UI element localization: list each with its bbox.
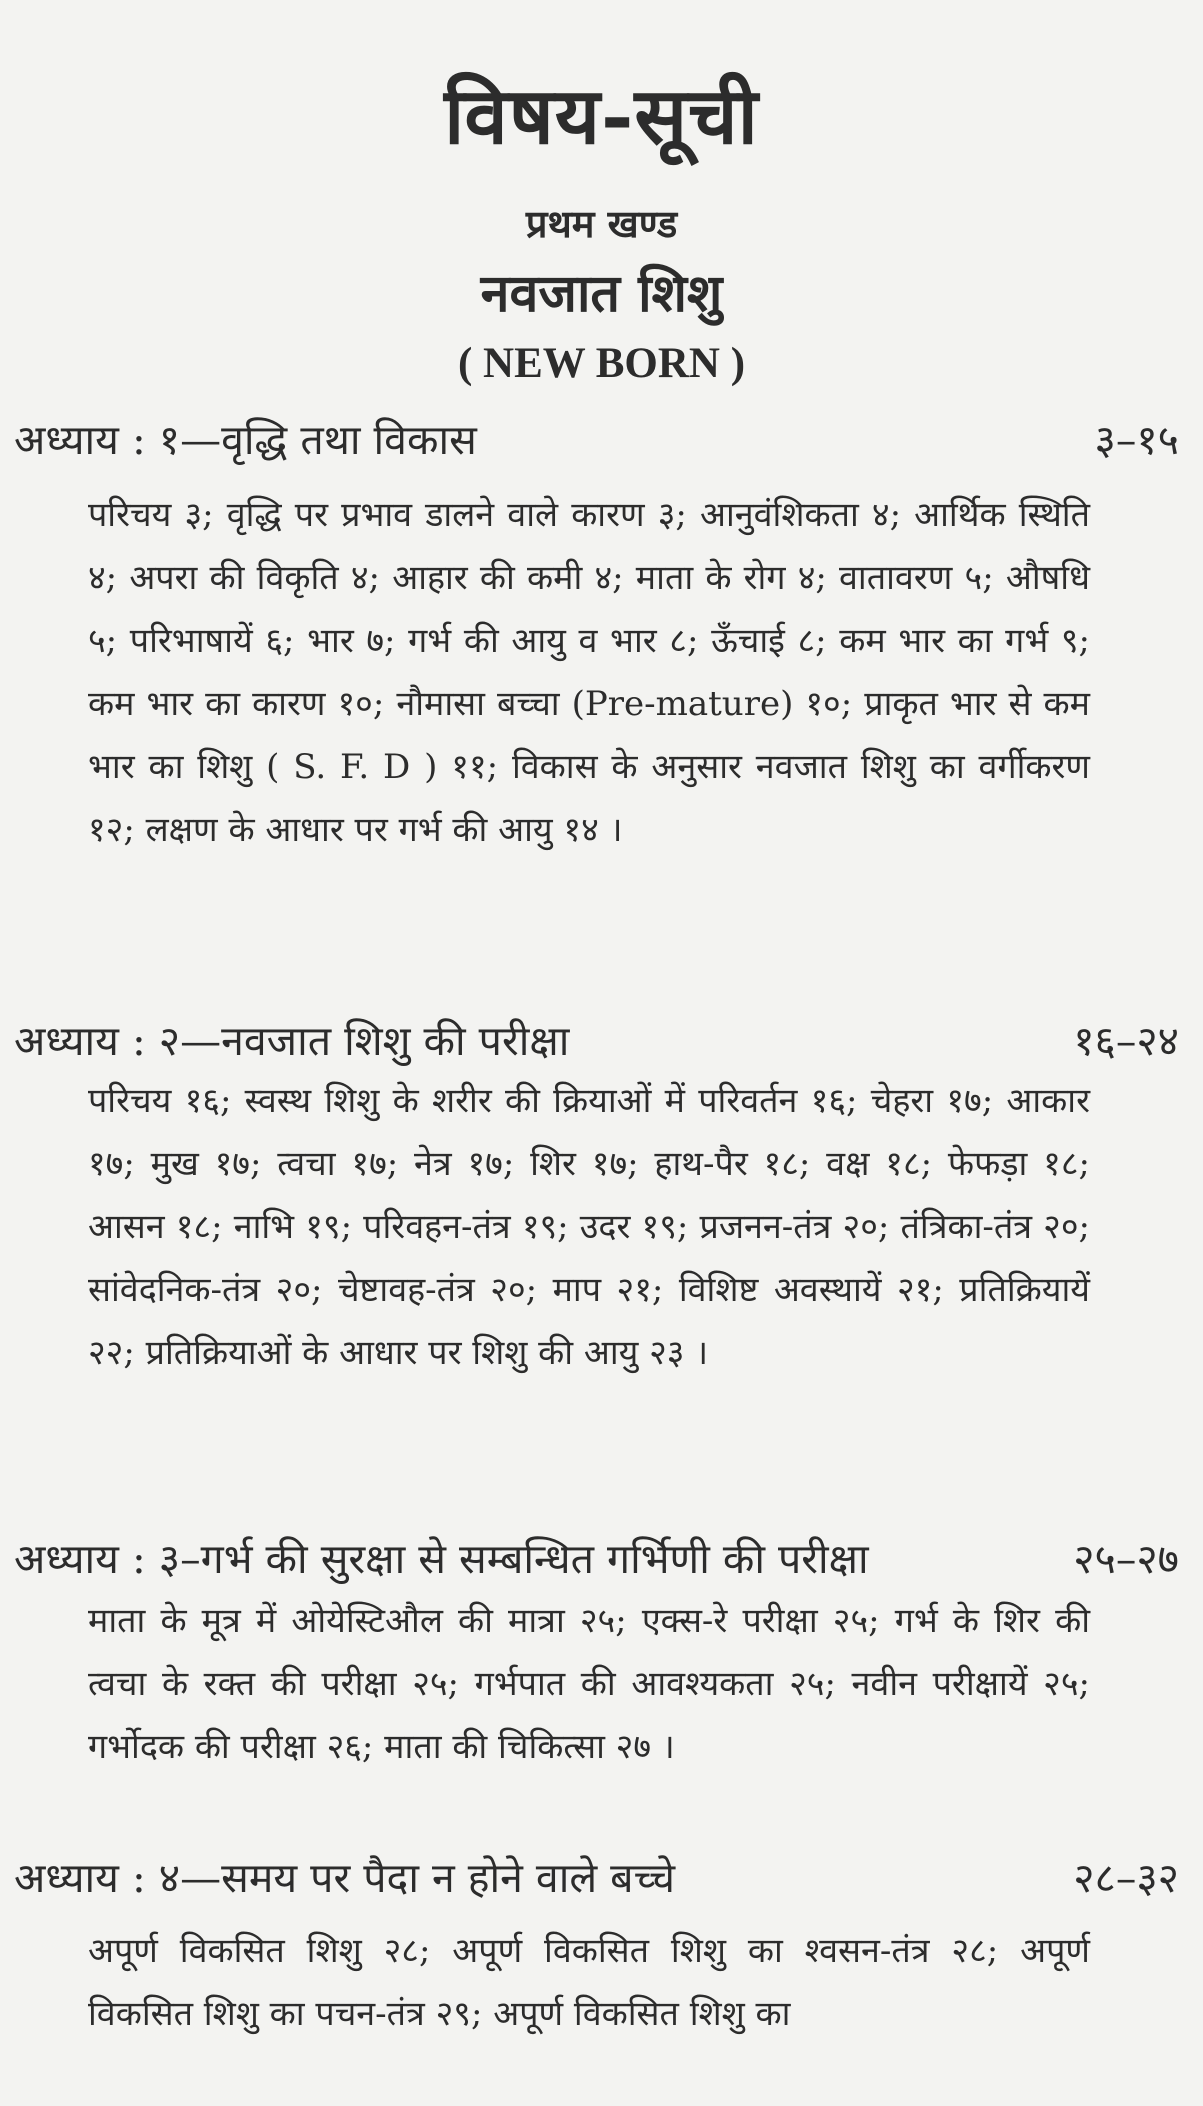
chapter-1-heading bbox=[14, 414, 1179, 466]
page-title: विषय-सूची bbox=[444, 71, 759, 162]
section-title-english: ( NEW BORN ) bbox=[457, 340, 746, 387]
chapter-2-heading bbox=[14, 1015, 1179, 1067]
part-label: प्रथम खण्ड bbox=[525, 201, 678, 246]
chapter-2-title: अध्याय : २—नवजात शिशु की परीक्षा bbox=[14, 1017, 570, 1065]
chapter-3-title: अध्याय : ३–गर्भ की सुरक्षा से सम्बन्धित गर्भिणी की परीक्षा bbox=[14, 1535, 869, 1583]
chapter-1-contents: परिचय ३; वृद्धि पर प्रभाव डालने वाले कारण ३; आनुवंशिकता ४; आर्थिक स्थिति ४; अपरा की विकृति ४; आहार की कमी ४; माता के रोग ४; वातावरण ५; औषधि ५; परिभाषायें ६; भार ७; गर्भ की आयु व भार ८; ऊँचाई ८; कम भार का गर्भ ९; कम भार का कारण १०; नौमासा बच्चा (Pre-mature) १०; प्राकृत भार से कम भार का शिशु ( S. F. D ) ११; विकास के अनुसार नवजात शिशु का वर्गीकरण १२; लक्षण के आधार पर गर्भ की आयु १४ । bbox=[88, 495, 1090, 850]
chapter-4-title: अध्याय : ४—समय पर पैदा न होने वाले बच्चे bbox=[14, 1854, 676, 1902]
chapter-4-heading bbox=[14, 1852, 1179, 1904]
chapter-3-page-range: २५–२७ bbox=[1073, 1535, 1179, 1583]
chapter-1-page-range: ३–१५ bbox=[1094, 416, 1179, 464]
chapter-3-heading bbox=[14, 1533, 1179, 1585]
chapter-2-contents: परिचय १६; स्वस्थ शिशु के शरीर की क्रियाओं में परिवर्तन १६; चेहरा १७; आकार १७; मुख १७; त्वचा १७; नेत्र १७; शिर १७; हाथ-पैर १८; वक्ष १८; फेफड़ा १८; आसन १८; नाभि १९; परिवहन-तंत्र १९; उदर १९; प्रजनन-तंत्र २०; तंत्रिका-तंत्र २०; सांवेदनिक-तंत्र २०; चेष्टावह-तंत्र २०; माप २१; विशिष्ट अवस्थायें २१; प्रतिक्रियायें २२; प्रतिक्रियाओं के आधार पर शिशु की आयु २३ । bbox=[88, 1081, 1090, 1373]
chapter-4-contents: अपूर्ण विकसित शिशु २८; अपूर्ण विकसित शिशु का श्वसन-तंत्र २८; अपूर्ण विकसित शिशु का पचन-तंत्र २९; अपूर्ण विकसित शिशु का bbox=[88, 1931, 1090, 2034]
chapter-1-title: अध्याय : १—वृद्धि तथा विकास bbox=[14, 416, 477, 464]
chapter-3-contents: माता के मूत्र में ओयेस्टिऔल की मात्रा २५; एक्स-रे परीक्षा २५; गर्भ के शिर की त्वचा के रक्त की परीक्षा २५; गर्भपात की आवश्यकता २५; नवीन परीक्षायें २५; गर्भोदक की परीक्षा २६; माता की चिकित्सा २७ । bbox=[88, 1601, 1090, 1767]
chapter-4-page-range: २८–३२ bbox=[1073, 1854, 1179, 1902]
section-title: नवजात शिशु bbox=[480, 263, 723, 324]
chapter-2-page-range: १६–२४ bbox=[1073, 1017, 1179, 1065]
